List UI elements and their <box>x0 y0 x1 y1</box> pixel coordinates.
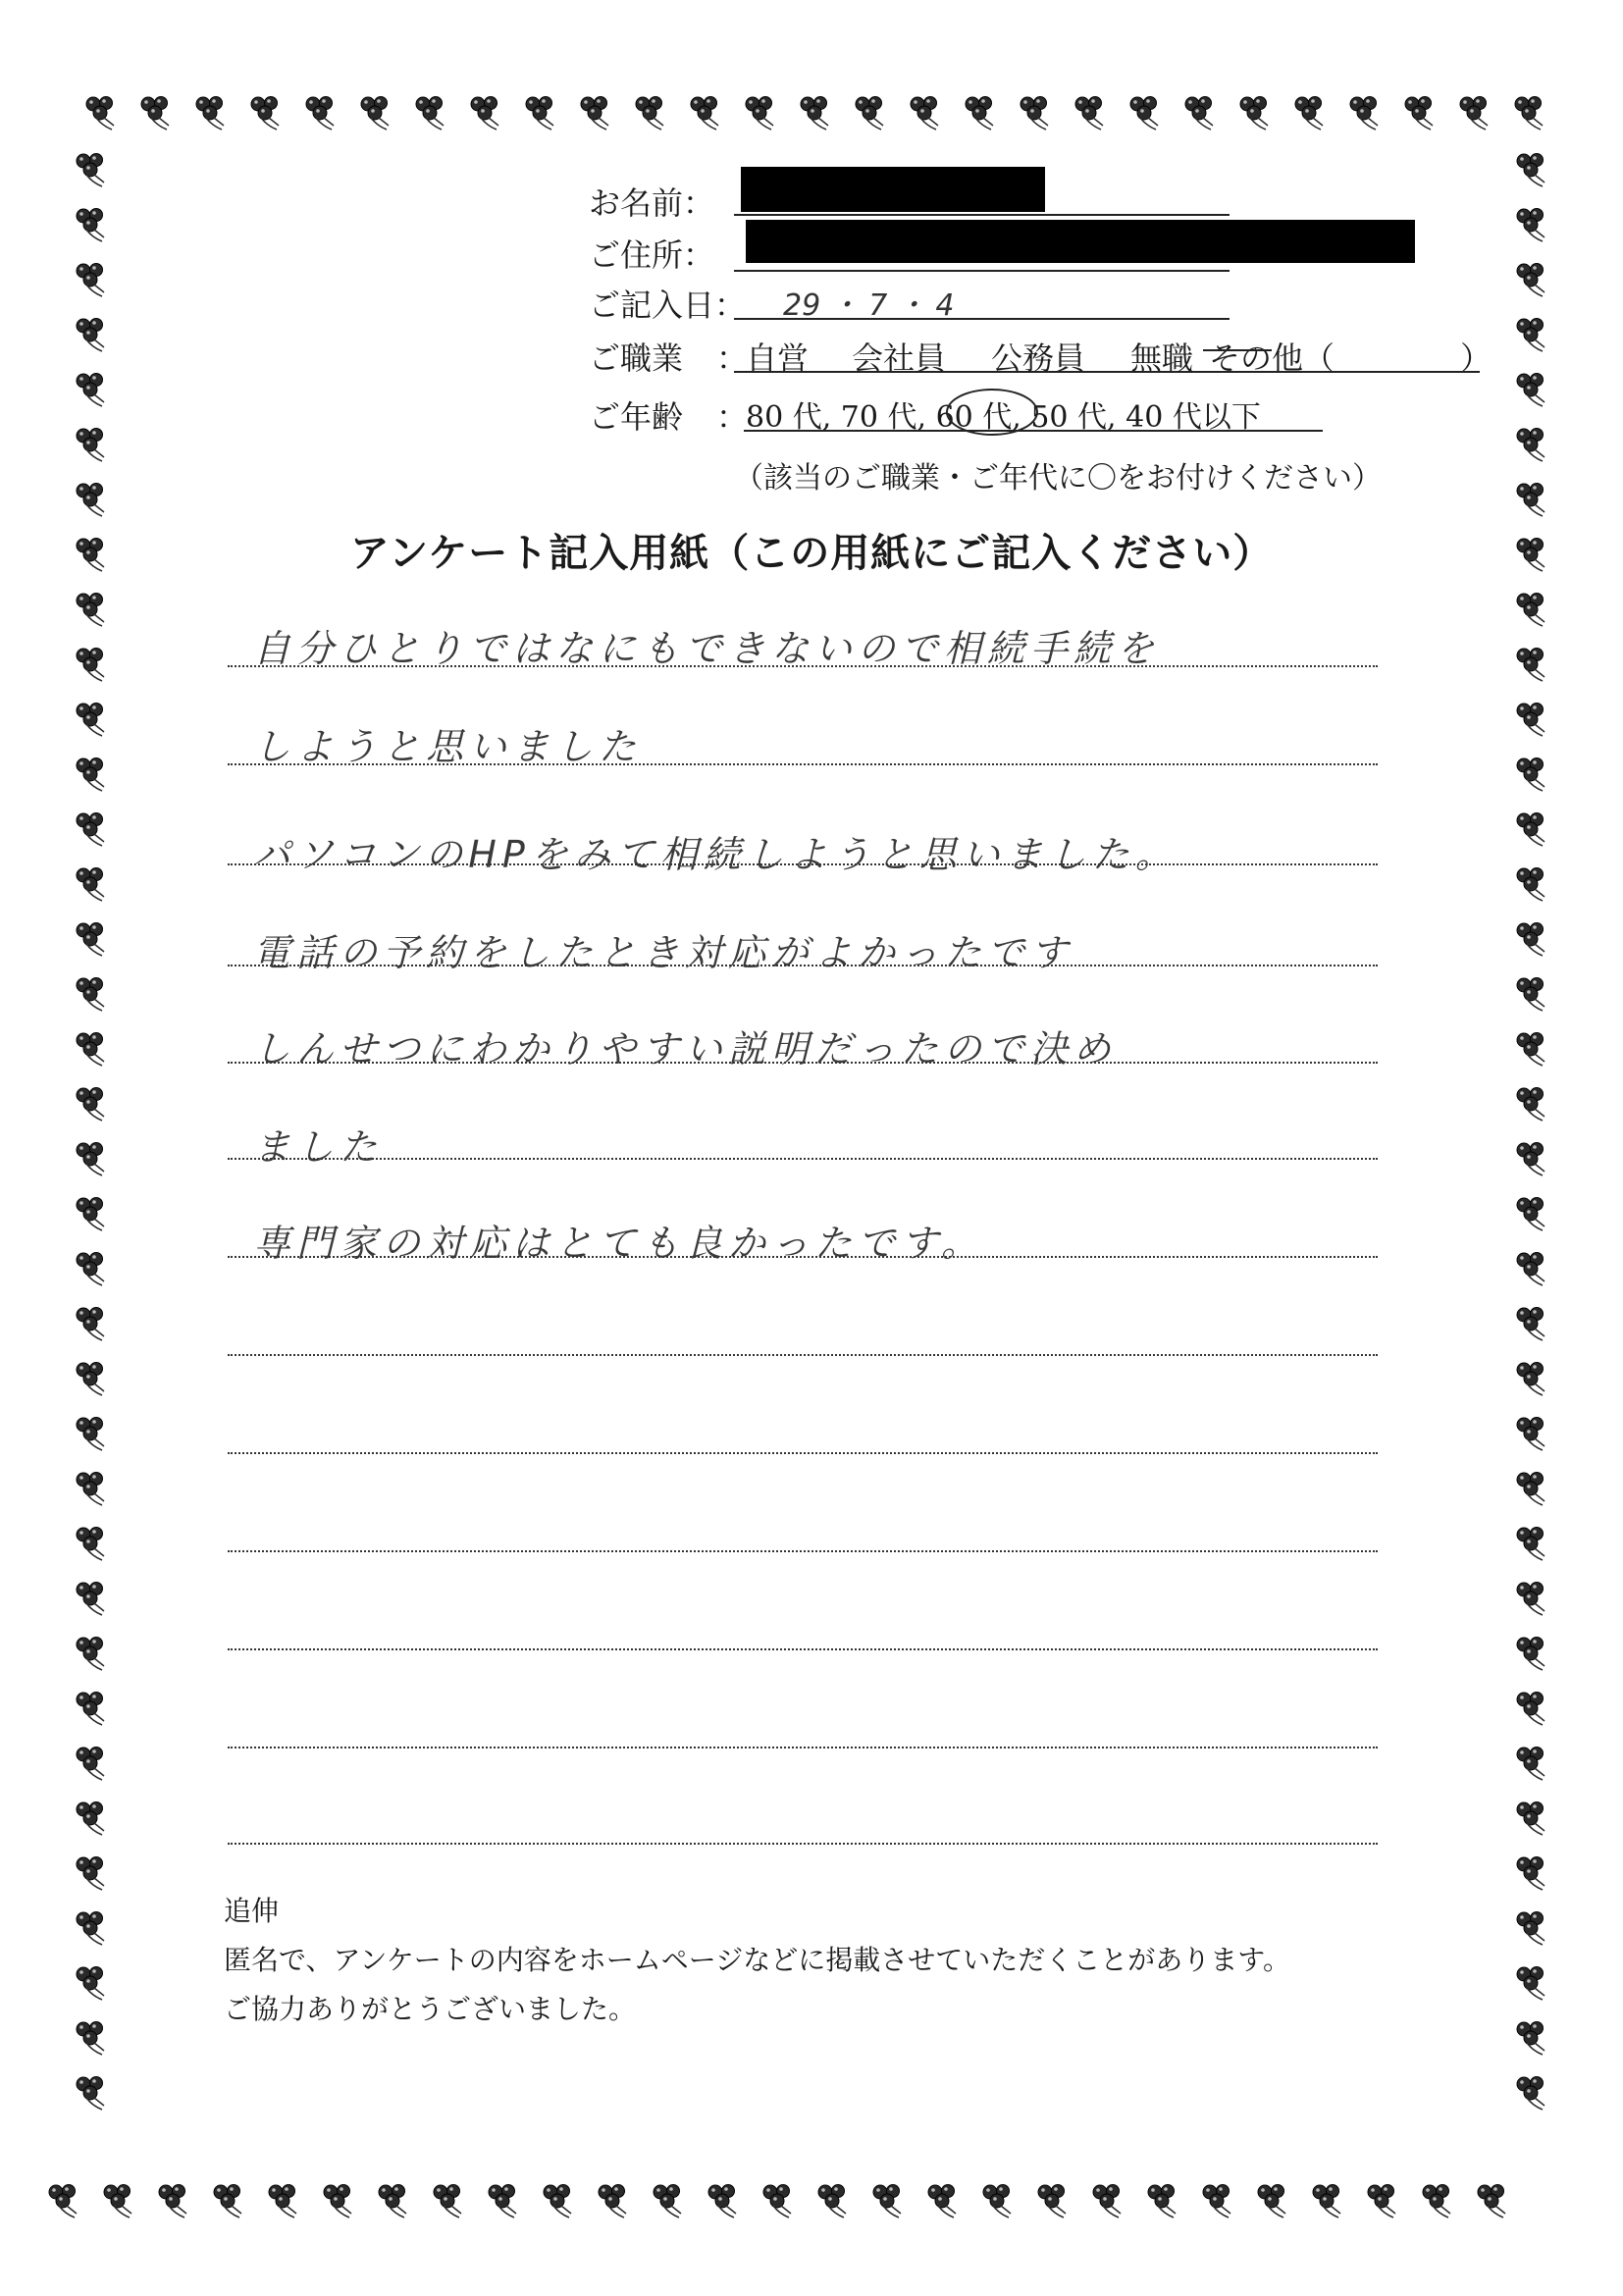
balloon-cluster-icon <box>361 97 389 130</box>
occupation-option-unemployed: 無職 <box>1130 339 1194 377</box>
occupation-option-other: その他（ ） <box>1209 339 1492 377</box>
balloon-cluster-icon <box>77 1198 104 1231</box>
answer-line-3: パソコンのHPをみて相続しようと思いました。 <box>253 833 1178 876</box>
occupation-option-self-employed: 自営 <box>746 339 810 377</box>
dotted-rule <box>228 1354 1378 1356</box>
balloon-cluster-icon <box>77 758 104 792</box>
answer-line-1: 自分ひとりではなにもできないので相続手続を <box>253 627 1161 670</box>
balloon-cluster-icon <box>77 1912 104 1946</box>
balloon-cluster-icon <box>1517 758 1544 792</box>
balloon-cluster-icon <box>1075 97 1103 130</box>
balloon-cluster-icon <box>1517 978 1544 1012</box>
balloon-cluster-icon <box>1517 1363 1544 1396</box>
balloon-cluster-icon <box>636 97 663 130</box>
dotted-rule <box>228 665 1378 667</box>
balloon-cluster-icon <box>581 97 608 130</box>
postscript-label: 追伸 <box>224 1895 280 1927</box>
balloon-cluster-icon <box>1517 1308 1544 1341</box>
other-strike-mark <box>1203 349 1272 351</box>
answer-line-2: しようと思いました <box>253 725 643 768</box>
balloon-cluster-icon <box>691 97 718 130</box>
balloon-cluster-icon <box>324 2185 351 2218</box>
answer-line-7: 専門家の対応はとても良かったです。 <box>253 1222 984 1265</box>
balloon-cluster-icon <box>77 1143 104 1176</box>
occupation-option-civil-servant: 公務員 <box>991 339 1086 377</box>
dotted-rule <box>228 863 1378 865</box>
balloon-cluster-icon <box>1517 1033 1544 1067</box>
dotted-rule <box>228 1256 1378 1258</box>
balloon-cluster-icon <box>77 1363 104 1396</box>
balloon-cluster-icon <box>1093 2185 1121 2218</box>
balloon-cluster-icon <box>1517 1802 1544 1836</box>
balloon-cluster-icon <box>1517 154 1544 187</box>
balloon-cluster-icon <box>471 97 498 130</box>
balloon-cluster-icon <box>1517 209 1544 242</box>
balloon-cluster-icon <box>708 2185 736 2218</box>
selection-note: （該当のご職業・ご年代に〇をお付けください） <box>734 461 1382 496</box>
balloon-cluster-icon <box>77 1857 104 1891</box>
balloon-cluster-icon <box>1517 594 1544 627</box>
balloon-cluster-icon <box>1515 97 1543 130</box>
balloon-cluster-icon <box>1517 1912 1544 1946</box>
redacted-address <box>746 220 1415 263</box>
balloon-cluster-icon <box>77 1308 104 1341</box>
balloon-cluster-icon <box>1517 1143 1544 1176</box>
balloon-cluster-icon <box>1021 97 1048 130</box>
balloon-cluster-icon <box>77 594 104 627</box>
balloon-cluster-icon <box>49 2185 77 2218</box>
balloon-cluster-icon <box>77 1033 104 1067</box>
balloon-cluster-icon <box>1517 374 1544 407</box>
balloon-cluster-icon <box>1517 1967 1544 2001</box>
balloon-cluster-icon <box>654 2185 681 2218</box>
balloon-cluster-icon <box>1517 1198 1544 1231</box>
balloon-cluster-icon <box>416 97 444 130</box>
balloon-cluster-icon <box>1517 264 1544 297</box>
age-colon: ： <box>716 398 749 436</box>
dotted-rule <box>228 1648 1378 1650</box>
balloon-cluster-icon <box>1517 868 1544 902</box>
balloon-cluster-icon <box>77 1253 104 1286</box>
balloon-cluster-icon <box>1313 2185 1340 2218</box>
balloon-cluster-icon <box>1517 704 1544 737</box>
balloon-cluster-icon <box>1038 2185 1066 2218</box>
balloon-cluster-icon <box>77 319 104 352</box>
balloon-cluster-icon <box>746 97 773 130</box>
balloon-cluster-icon <box>1517 1583 1544 1616</box>
balloon-cluster-icon <box>77 978 104 1012</box>
dotted-rule <box>228 1158 1378 1160</box>
balloon-cluster-icon <box>306 97 334 130</box>
balloon-cluster-icon <box>1517 1748 1544 1781</box>
answer-line-4: 電話の予約をしたとき対応がよかったです <box>253 931 1074 974</box>
balloon-cluster-icon <box>1478 2185 1505 2218</box>
balloon-cluster-icon <box>1130 97 1158 130</box>
balloon-cluster-icon <box>1295 97 1323 130</box>
date-label: ご記入日： <box>589 287 747 324</box>
balloon-cluster-icon <box>77 1583 104 1616</box>
occupation-option-company-employee: 会社員 <box>852 339 947 377</box>
balloon-cluster-icon <box>77 868 104 902</box>
publication-notice: 匿名で、アンケートの内容をホームページなどに掲載させていただくことがあります。 <box>224 1944 1290 1976</box>
balloon-cluster-icon <box>214 2185 241 2218</box>
answer-line-6: ました <box>253 1125 384 1169</box>
balloon-cluster-icon <box>1460 97 1488 130</box>
balloon-cluster-icon <box>856 97 883 130</box>
balloon-cluster-icon <box>77 374 104 407</box>
balloon-cluster-icon <box>526 97 553 130</box>
balloon-cluster-icon <box>1517 1088 1544 1122</box>
balloon-cluster-icon <box>77 2077 104 2111</box>
balloon-cluster-icon <box>141 97 169 130</box>
balloon-cluster-icon <box>911 97 938 130</box>
balloon-cluster-icon <box>77 1748 104 1781</box>
balloon-cluster-icon <box>1517 2022 1544 2056</box>
balloon-cluster-icon <box>86 97 114 130</box>
balloon-cluster-icon <box>1517 484 1544 517</box>
balloon-cluster-icon <box>1517 1693 1544 1726</box>
dotted-rule <box>228 1843 1378 1845</box>
age-underline <box>744 430 1323 432</box>
address-underline <box>734 270 1230 272</box>
balloon-cluster-icon <box>77 1802 104 1836</box>
balloon-cluster-icon <box>269 2185 296 2218</box>
balloon-cluster-icon <box>77 2022 104 2056</box>
balloon-cluster-icon <box>1148 2185 1176 2218</box>
dotted-rule <box>228 1550 1378 1552</box>
balloon-cluster-icon <box>77 923 104 957</box>
balloon-cluster-icon <box>77 429 104 462</box>
balloon-cluster-icon <box>1368 2185 1395 2218</box>
balloon-cluster-icon <box>1517 1473 1544 1506</box>
date-value: 29 ・ 7 ・ 4 <box>783 288 955 323</box>
redacted-name <box>741 167 1045 212</box>
balloon-cluster-icon <box>983 2185 1011 2218</box>
balloon-cluster-icon <box>1258 2185 1285 2218</box>
balloon-cluster-icon <box>77 813 104 847</box>
balloon-cluster-icon <box>1517 813 1544 847</box>
balloon-cluster-icon <box>77 1638 104 1671</box>
balloon-cluster-icon <box>196 97 224 130</box>
form-title: アンケート記入用紙（この用紙にご記入ください） <box>349 531 1274 576</box>
balloon-cluster-icon <box>77 1967 104 2001</box>
occupation-label: ご職業 <box>589 339 684 377</box>
balloon-cluster-icon <box>763 2185 791 2218</box>
balloon-cluster-icon <box>1517 319 1544 352</box>
dotted-rule <box>228 965 1378 966</box>
age-options: 80 代, 70 代, 60 代, 50 代, 40 代以下 <box>746 400 1261 435</box>
thanks-message: ご協力ありがとうございました。 <box>224 1993 637 2025</box>
balloon-cluster-icon <box>1517 649 1544 682</box>
balloon-cluster-icon <box>801 97 828 130</box>
balloon-cluster-icon <box>1517 2077 1544 2111</box>
dotted-rule <box>228 1747 1378 1748</box>
dotted-rule <box>228 1452 1378 1454</box>
balloon-cluster-icon <box>1517 1418 1544 1451</box>
balloon-cluster-icon <box>1240 97 1268 130</box>
dotted-rule <box>228 763 1378 765</box>
balloon-cluster-icon <box>1517 1857 1544 1891</box>
answer-line-5: しんせつにわかりやすい説明だったので決め <box>253 1027 1118 1070</box>
balloon-cluster-icon <box>77 649 104 682</box>
balloon-cluster-icon <box>1517 1528 1544 1561</box>
balloon-cluster-icon <box>1405 97 1433 130</box>
balloon-cluster-icon <box>251 97 279 130</box>
balloon-cluster-icon <box>77 1088 104 1122</box>
name-label: お名前： <box>589 184 715 222</box>
balloon-cluster-icon <box>1350 97 1378 130</box>
occupation-colon: ： <box>716 339 749 377</box>
balloon-cluster-icon <box>77 1693 104 1726</box>
balloon-cluster-icon <box>966 97 993 130</box>
balloon-cluster-icon <box>818 2185 846 2218</box>
balloon-cluster-icon <box>77 1528 104 1561</box>
dotted-rule <box>228 1062 1378 1064</box>
balloon-cluster-icon <box>379 2185 406 2218</box>
age-label: ご年齢 <box>589 398 684 436</box>
age-selection-circle <box>946 389 1038 436</box>
balloon-cluster-icon <box>434 2185 461 2218</box>
balloon-cluster-icon <box>1517 923 1544 957</box>
balloon-cluster-icon <box>928 2185 956 2218</box>
date-underline <box>734 318 1230 320</box>
balloon-cluster-icon <box>77 154 104 187</box>
balloon-cluster-icon <box>873 2185 901 2218</box>
balloon-cluster-icon <box>1203 2185 1230 2218</box>
balloon-cluster-icon <box>77 484 104 517</box>
balloon-cluster-icon <box>1517 1638 1544 1671</box>
balloon-cluster-icon <box>1185 97 1213 130</box>
balloon-cluster-icon <box>599 2185 626 2218</box>
balloon-cluster-icon <box>1517 429 1544 462</box>
balloon-cluster-icon <box>77 1473 104 1506</box>
balloon-cluster-icon <box>77 704 104 737</box>
balloon-cluster-icon <box>77 264 104 297</box>
balloon-cluster-icon <box>1423 2185 1450 2218</box>
occupation-underline <box>734 371 1480 373</box>
name-underline <box>734 214 1230 216</box>
balloon-cluster-icon <box>489 2185 516 2218</box>
balloon-cluster-icon <box>159 2185 186 2218</box>
balloon-cluster-icon <box>1517 1253 1544 1286</box>
address-label: ご住所： <box>589 236 715 274</box>
balloon-cluster-icon <box>104 2185 131 2218</box>
balloon-cluster-icon <box>544 2185 571 2218</box>
balloon-cluster-icon <box>77 209 104 242</box>
balloon-cluster-icon <box>77 1418 104 1451</box>
